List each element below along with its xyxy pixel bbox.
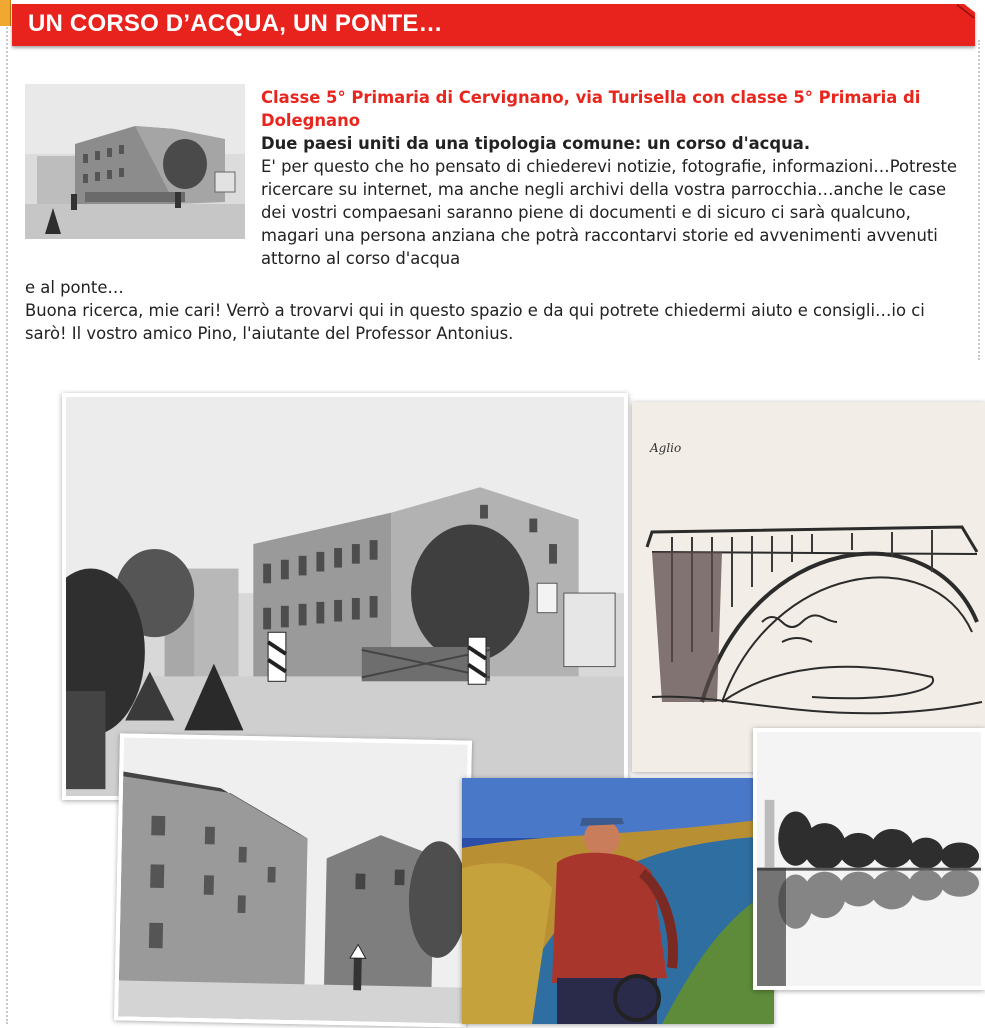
closing-paragraph: Buona ricerca, mie cari! Verrò a trovarvi qui in questo spazio e da qui potrete chiedermi aiuto e consigli…io ci sarò! Il vostro amico Pino, l'aiutante del Professor Antonius.	[25, 301, 925, 343]
intro-body-tail: e al ponte…	[25, 278, 124, 297]
collage-bridge-sketch	[632, 402, 985, 772]
collage-painting-man-river	[462, 778, 774, 1024]
collage-river-trees-photo	[753, 728, 985, 990]
sketch-signature: Aglio	[650, 441, 682, 455]
section-header	[12, 4, 975, 46]
page-border-left	[6, 0, 8, 1024]
page-title: UN CORSO D’ACQUA, UN PONTE…	[28, 10, 443, 37]
thumbnail-building-photo	[25, 84, 245, 239]
intro-body: E' per questo che ho pensato di chiederevi notizie, fotografie, informazioni…Potreste ricercare su internet, ma anche negli archivi della vostra parrocchia…anche le case dei vostri compaesani saranno piene di documenti e di sicuro ci sarà qualcuno, magari una persona anziana che potrà raccontarvi storie ed avvenimenti avvenuti attorno al corso d'acqua	[261, 157, 957, 268]
corner-fold-line	[957, 4, 975, 18]
page-border-right	[978, 40, 980, 360]
corner-tab	[0, 0, 11, 26]
intro-subheading: Due paesi uniti da una tipologia comune: un corso d'acqua.	[261, 134, 811, 153]
intro-continuation	[25, 276, 965, 345]
collage-old-street-photo	[114, 733, 472, 1027]
intro-text	[261, 86, 961, 270]
class-title: Classe 5° Primaria di Cervignano, via Turisella con classe 5° Primaria di Dolegnano	[261, 88, 921, 130]
